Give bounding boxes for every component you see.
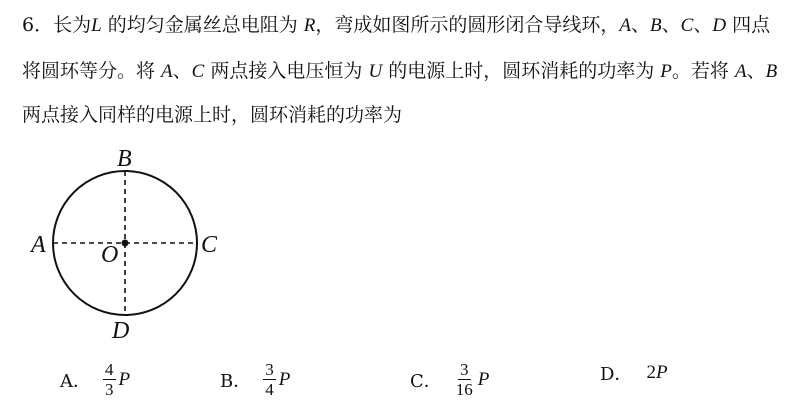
option-a-numerator: 4 (105, 360, 114, 379)
text-fragment: 、 (746, 60, 766, 82)
option-d-variable: P (655, 362, 668, 383)
symbol-p: P (660, 61, 672, 82)
option-c[interactable] (410, 360, 489, 399)
text-fragment: 长为 (53, 14, 92, 36)
center-point (122, 240, 129, 247)
option-b-variable: P (278, 368, 291, 390)
option-a-variable: P (118, 368, 131, 390)
option-c-numerator: 3 (460, 360, 469, 379)
option-c-fraction (454, 360, 475, 399)
text-fragment: ，弯成如图所示的圆形闭合导线环， (315, 14, 620, 36)
symbol-a: A (734, 61, 747, 82)
option-c-variable: P (477, 368, 490, 390)
option-b-denominator: 4 (265, 380, 274, 399)
label-d: D (112, 318, 130, 344)
option-c-letter: C． (410, 370, 442, 392)
option-c-denominator: 16 (455, 380, 473, 399)
option-d[interactable] (600, 360, 668, 386)
text-fragment: 两点接入同样的电源上时，圆环消耗的功率为 (22, 104, 403, 126)
label-a: A (31, 232, 46, 258)
option-a-denominator: 3 (105, 380, 114, 399)
text-fragment: 两点接入电压恒为 (204, 60, 369, 82)
text-fragment: 的均匀金属丝总电阻为 (101, 14, 304, 36)
option-a-letter: A． (60, 370, 91, 392)
option-b-letter: B． (220, 370, 252, 392)
option-a-fraction (103, 360, 116, 399)
option-d-letter: D． (600, 364, 633, 385)
label-c: C (201, 232, 218, 258)
symbol-l: L (91, 15, 102, 36)
symbol-b: B (765, 61, 778, 82)
symbol-c: C (680, 15, 694, 36)
symbol-a: A (161, 61, 173, 82)
text-fragment: 的电源上时，圆环消耗的功率为 (382, 60, 661, 82)
symbol-b: B (650, 15, 662, 36)
option-b-fraction (263, 360, 276, 399)
text-fragment: 四点 (726, 14, 771, 36)
text-fragment: 将圆环等分。将 (22, 60, 162, 82)
symbol-r: R (303, 15, 316, 36)
label-b: B (117, 146, 132, 172)
symbol-a: A (619, 15, 632, 36)
option-d-value: 2 (646, 362, 656, 383)
option-b[interactable] (220, 360, 290, 399)
label-o: O (101, 242, 119, 268)
question-number: 6． (22, 14, 54, 36)
symbol-u: U (368, 61, 383, 82)
text-fragment: 、 (661, 14, 681, 36)
text-fragment: 、 (631, 14, 651, 36)
text-fragment: 、 (693, 14, 713, 36)
option-a[interactable] (60, 360, 130, 399)
symbol-d: D (712, 15, 727, 36)
option-b-numerator: 3 (265, 360, 274, 379)
text-fragment: 。若将 (671, 60, 735, 82)
symbol-c: C (191, 61, 205, 82)
text-fragment: 、 (172, 60, 192, 82)
